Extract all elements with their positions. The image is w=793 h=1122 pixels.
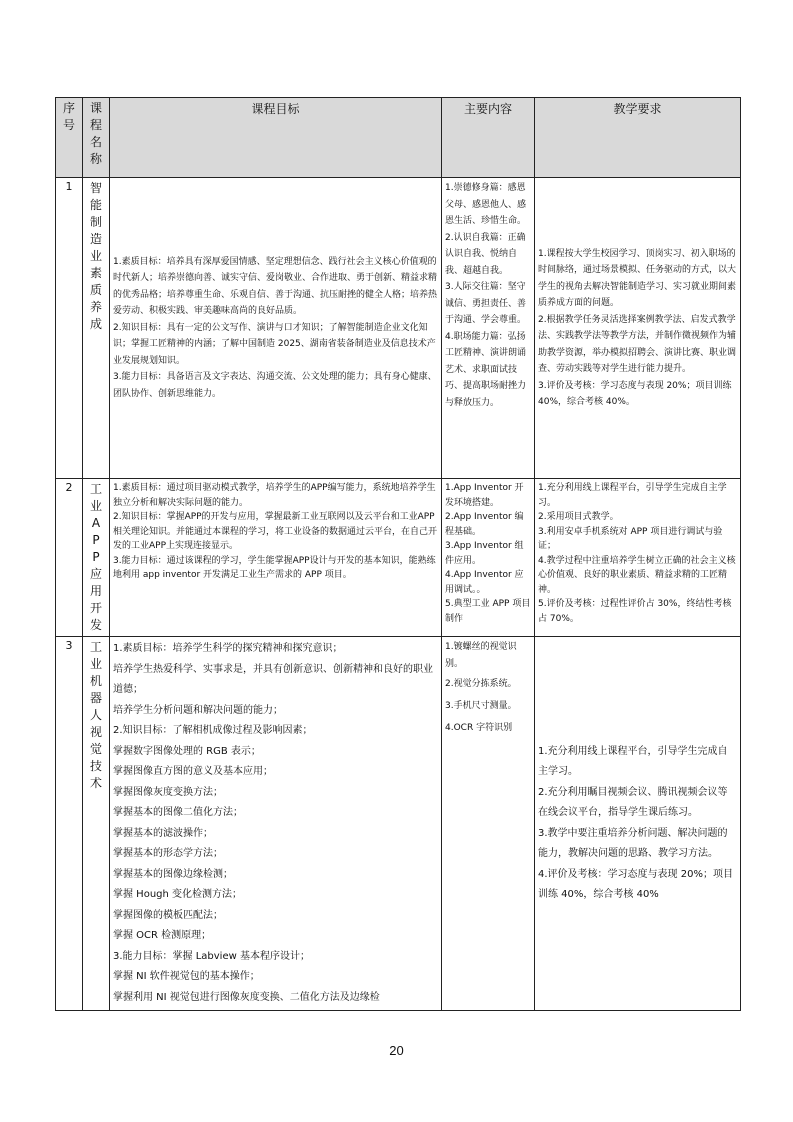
main-content-cell bbox=[442, 178, 535, 479]
requirement-item: 1.充分利用线上课程平台，引导学生完成自主学习。 bbox=[538, 483, 727, 508]
goal-item: 1.素质目标：培养具有深厚爱国情感、坚定理想信念、践行社会主义核心价值观的时代新人；培养崇德向善、诚实守信、爱岗敬业、合作进取、勇于创新、精益求精的优秀品格；培养尊重生命、乐观自信、善于沟通、抗压耐挫的健全人格；培养热爱劳动、积极实践、审美趣味高尚的良好品质。 bbox=[113, 256, 438, 317]
goal-item: 2.知识目标：具有一定的公文写作、演讲与口才知识；了解智能制造企业文化知识；掌握工匠精神的内涵；了解中国制造 2025、湖南省装备制造业及信息技术产业发展规划知识。 bbox=[113, 322, 436, 366]
page-number: 20 bbox=[389, 1043, 404, 1058]
row-serial-number: 3 bbox=[56, 637, 83, 1011]
content-item: 4.职场能力篇：弘扬工匠精神、演讲朗诵艺术、求职面试技巧、提高职场耐挫力与释放压力。 bbox=[445, 331, 527, 408]
teaching-requirement-cell bbox=[535, 178, 741, 479]
main-content-cell bbox=[442, 479, 535, 637]
content-item: 4.App Inventor 应用调试。。 bbox=[445, 570, 524, 595]
requirement-item: 5.评价及考核：过程性评价占 30%，终结性考核占 70%。 bbox=[538, 599, 732, 624]
goal-item: 2.知识目标：掌握APP的开发与应用，掌握最新工业互联网以及云平台和工业APP相关理论知识。并能通过本课程的学习，将工业设备的数据通过云平台，在自己开发的工业APP上实现连接显示。 bbox=[113, 512, 438, 551]
goal-item: 掌握图像的模板匹配法； bbox=[113, 909, 223, 921]
course-name: 工业APP应用开发 bbox=[83, 479, 110, 637]
requirement-item: 3.利用安卓手机系统对 APP 项目进行调试与验证； bbox=[538, 526, 723, 551]
table-row bbox=[56, 637, 741, 1011]
requirement-item: 1.充分利用线上课程平台，引导学生完成自主学习。 bbox=[538, 745, 728, 777]
goal-item: 掌握基本的图像二值化方法； bbox=[113, 807, 243, 818]
content-item: 5.典型工业 APP 项目制作 bbox=[445, 599, 531, 624]
table-row bbox=[56, 178, 741, 479]
content-item: 3.App Inventor 组件应用。 bbox=[445, 541, 524, 566]
goal-item: 掌握基本的滤波操作； bbox=[113, 827, 213, 839]
course-goal-cell bbox=[110, 178, 442, 479]
row-serial-number: 2 bbox=[56, 479, 83, 637]
table-header-row bbox=[56, 98, 741, 178]
header-main-content: 主要内容 bbox=[442, 98, 535, 178]
goal-item: 掌握 Hough 变化检测方法； bbox=[113, 889, 243, 900]
requirement-item: 3.教学中要注重培养分析问题、解决问题的能力，教解决问题的思路、教学习方法。 bbox=[538, 827, 728, 859]
goal-item: 培养学生分析问题和解决问题的能力； bbox=[113, 704, 283, 716]
course-table bbox=[55, 97, 741, 1011]
course-name: 工业机器人视觉技术 bbox=[83, 637, 110, 1011]
content-item: 2.视觉分拣系统。 bbox=[445, 679, 517, 689]
goal-item: 掌握基本的形态学方法； bbox=[113, 848, 223, 859]
course-goal-cell bbox=[110, 479, 442, 637]
main-content-cell bbox=[442, 637, 535, 1011]
goal-item: 掌握图像灰度变换方法； bbox=[113, 786, 223, 798]
goal-item: 掌握 NI 软件视觉包的基本操作； bbox=[113, 971, 260, 982]
goal-item: 掌握利用 NI 视觉包进行图像灰度变换、二值化方法及边缘检 bbox=[113, 991, 380, 1003]
goal-item: 2.知识目标：了解相机成像过程及影响因素； bbox=[113, 725, 313, 736]
table-row bbox=[56, 479, 741, 637]
header-teaching-requirement: 教学要求 bbox=[535, 98, 741, 178]
goal-item: 3.能力目标：具备语言及文字表达、沟通交流、公文处理的能力；具有身心健康、团队协作、创新思维能力。 bbox=[113, 372, 437, 399]
goal-item: 3.能力目标：掌握 Labview 基本程序设计； bbox=[113, 950, 310, 962]
content-item: 2.App Inventor 编程基础。 bbox=[445, 512, 524, 537]
course-name: 智能制造业素质养成 bbox=[83, 178, 110, 479]
goal-item: 3.能力目标：通过该课程的学习，学生能掌握APP设计与开发的基本知识，能熟练地利用 app inventor 开发满足工业生产需求的 APP 项目。 bbox=[113, 555, 436, 580]
content-item: 1.App Inventor 开发环境搭建。 bbox=[445, 483, 524, 508]
requirement-item: 2.采用项目式教学。 bbox=[538, 512, 619, 522]
content-item: 2.认识自我篇：正确认识自我、悦纳自我、超越自我。 bbox=[445, 232, 526, 276]
header-course-name: 课程名称 bbox=[83, 98, 110, 178]
goal-item: 1.素质目标：通过项目驱动模式教学，培养学生的APP编写能力，系统地培养学生独立分析和解决实际问题的能力。 bbox=[113, 483, 436, 508]
teaching-requirement-cell bbox=[535, 637, 741, 1011]
row-serial-number: 1 bbox=[56, 178, 83, 479]
goal-item: 掌握基本的图像边缘检测； bbox=[113, 868, 233, 880]
header-course-goal: 课程目标 bbox=[110, 98, 442, 178]
teaching-requirement-cell bbox=[535, 479, 741, 637]
goal-item: 掌握图像直方图的意义及基本应用； bbox=[113, 766, 273, 777]
goal-item: 培养学生热爱科学、实事求是，并具有创新意识、创新精神和良好的职业道德； bbox=[113, 663, 433, 695]
goal-item: 掌握数字图像处理的 RGB 表示； bbox=[113, 745, 261, 757]
content-item: 1.崇德修身篇：感恩父母、感恩他人、感恩生活、珍惜生命。 bbox=[445, 183, 527, 226]
requirement-item: 1.课程按大学生校园学习、顶岗实习、初入职场的时间脉络，通过场景模拟、任务驱动的方式，以大学生的视角去解决智能制造学习、实习就业期间素质养成方面的问题。 bbox=[538, 248, 737, 308]
course-goal-cell bbox=[110, 637, 442, 1011]
content-item: 1.镀螺丝的视觉识别。 bbox=[445, 642, 517, 669]
content-item: 3.手机尺寸测量。 bbox=[445, 701, 517, 711]
requirement-item: 4.教学过程中注重培养学生树立正确的社会主义核心价值观、良好的职业素质、精益求精的工匠精神。 bbox=[538, 555, 736, 595]
content-item: 3.人际交往篇：坚守诚信、勇担责任、善于沟通、学会尊重。 bbox=[445, 282, 527, 325]
requirement-item: 3.评价及考核：学习态度与表现 20%；项目训练 40%，综合考核 40%。 bbox=[538, 380, 732, 407]
goal-item: 掌握 OCR 检测原理； bbox=[113, 930, 212, 941]
content-item: 4.OCR 字符识别 bbox=[445, 723, 513, 733]
requirement-item: 2.充分利用瞩目视频会议、腾讯视频会议等在线会议平台，指导学生课后练习。 bbox=[538, 786, 728, 818]
requirement-item: 4.评价及考核：学习态度与表现 20%；项目训练 40%，综合考核 40% bbox=[538, 868, 733, 900]
goal-item: 1.素质目标：培养学生科学的探究精神和探究意识； bbox=[113, 643, 343, 654]
requirement-item: 2.根据教学任务灵活选择案例教学法、启发式教学法、实践教学法等教学方法，并制作微视频作为辅助教学资源，举办模拟招聘会、演讲比赛、职业调查、劳动实践等对学生进行能力提升。 bbox=[538, 314, 737, 374]
header-serial-number: 序号 bbox=[56, 98, 83, 178]
